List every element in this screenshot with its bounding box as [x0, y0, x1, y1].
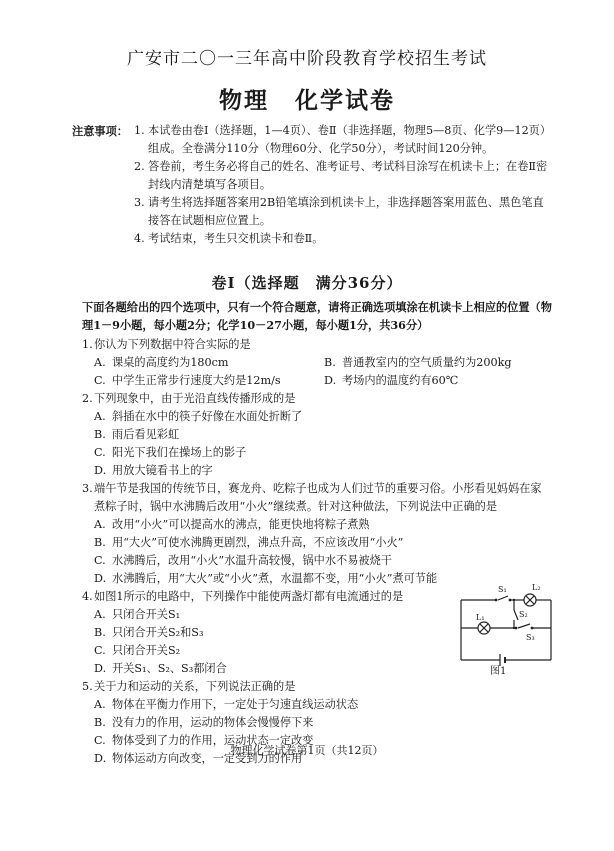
- switch-node: [509, 599, 512, 602]
- option-label: A.: [94, 698, 106, 711]
- section-instructions: 下面各题给出的四个选项中，只有一个符合题意，请将正确选项填涂在机读卡上相应的位置（物理1－9小题，每小题2分；化学10－27小题，每小题1分，共36分）: [82, 300, 552, 332]
- question-number: 3.: [82, 482, 93, 495]
- switch-s1-blade: [498, 596, 508, 600]
- notice-item-num: 1.: [134, 124, 145, 137]
- option-text: 只闭合开关S₁: [112, 608, 181, 621]
- option-text: 雨后看见彩虹: [112, 428, 180, 441]
- question-1: [82, 336, 552, 390]
- option-label: C.: [94, 446, 106, 459]
- option-text: 课桌的高度约为180cm: [112, 356, 229, 369]
- notice-item: [134, 194, 552, 230]
- notice-block: [72, 122, 552, 248]
- label-l2: L₂: [532, 583, 541, 592]
- exam-title: 广安市二〇一三年高中阶段教育学校招生考试: [127, 49, 487, 69]
- option-label: A.: [94, 518, 106, 531]
- junction-dot: [513, 627, 515, 629]
- notice-item-num: 3.: [134, 196, 145, 209]
- switch-node: [531, 627, 534, 630]
- question-stem: 下列现象中，由于光沿直线传播形成的是: [94, 392, 296, 405]
- option-c: [94, 642, 434, 660]
- option-b: [324, 354, 554, 372]
- notice-item: [134, 230, 552, 248]
- option-b: [94, 426, 552, 444]
- option-label: A.: [94, 410, 106, 423]
- option-label: C.: [94, 554, 106, 567]
- question-list: [82, 336, 552, 768]
- option-b: [94, 534, 552, 552]
- question-stem: 如图1所示的电路中，下列操作中能使两盏灯都有电流通过的是: [94, 590, 404, 603]
- option-text: 用放大镜看书上的字: [112, 464, 213, 477]
- page-footer: 物理化学试卷第1页（共12页）: [230, 744, 384, 757]
- option-text: 物体运动方向改变，一定受到力的作用: [112, 752, 303, 765]
- switch-s2-blade: [514, 610, 518, 620]
- subject-physics: 物理: [219, 87, 269, 114]
- option-label: D.: [94, 464, 107, 477]
- exam-subtitle: [0, 82, 614, 115]
- option-label: D.: [94, 572, 107, 585]
- option-c: [94, 552, 552, 570]
- notice-item: [134, 122, 552, 158]
- switch-node: [495, 599, 498, 602]
- option-label: C.: [94, 644, 106, 657]
- label-s2: S₂: [519, 610, 528, 619]
- option-label: C.: [94, 374, 106, 387]
- notice-item-text: 考试结束，考生只交机读卡和卷Ⅱ。: [148, 232, 324, 245]
- option-text: 只闭合开关S₂和S₃: [112, 626, 204, 639]
- option-text: 水沸腾后，改用“小火”水温升高较慢，锅中水不易被烧干: [112, 554, 392, 567]
- option-text: 物体在平衡力作用下，一定处于匀速直线运动状态: [112, 698, 359, 711]
- option-b: [94, 714, 552, 732]
- option-label: D.: [94, 752, 107, 765]
- option-a: [94, 516, 552, 534]
- question-number: 2.: [82, 392, 93, 405]
- option-label: B.: [94, 536, 106, 549]
- option-text: 中学生正常步行速度大约是12m/s: [112, 374, 281, 387]
- question-stem: 端午节是我国的传统节日，赛龙舟、吃粽子也成为人们过节的重要习俗。小彤看见妈妈在家煮粽子时，锅中水沸腾后改用“小火”继续煮。针对这种做法，下列说法中正确的是: [94, 482, 542, 513]
- option-a: [94, 606, 434, 624]
- option-label: C.: [94, 734, 106, 747]
- option-b: [94, 624, 434, 642]
- option-text: 没有力的作用，运动的物体会慢慢停下来: [112, 716, 314, 729]
- option-label: B.: [324, 356, 336, 369]
- subject-chemistry: 化学试卷: [295, 87, 395, 114]
- option-text: 考场内的温度约有60℃: [342, 374, 459, 387]
- notice-item-text: 本试卷由卷Ⅰ（选择题，1—4页）、卷Ⅱ（非选择题，物理5—8页、化学9—12页）组成。全卷满分110分（物理60分、化学50分），考试时间120分钟。: [148, 124, 552, 155]
- junction-dot: [513, 599, 515, 601]
- question-2: [82, 390, 552, 480]
- option-text: 阳光下我们在操场上的影子: [112, 446, 247, 459]
- option-text: 改用“小火”可以提高水的沸点，能更快地将粽子煮熟: [112, 518, 370, 531]
- notice-item-text: 请考生将选择题答案用2B铅笔填涂到机读卡上，非选择题答案用蓝色、黑色笔直接答在试题相应位置上。: [148, 196, 544, 227]
- question-number: 4.: [82, 590, 93, 603]
- option-a: [94, 408, 552, 426]
- option-label: B.: [94, 626, 106, 639]
- option-c: [94, 372, 324, 390]
- question-number: 1.: [82, 338, 93, 351]
- option-label: A.: [94, 356, 106, 369]
- notice-item: [134, 158, 552, 194]
- section-heading: 卷Ⅰ（选择题 满分36分）: [211, 274, 403, 292]
- switch-s3-blade: [518, 624, 530, 628]
- option-text: 斜插在水中的筷子好像在水面处折断了: [112, 410, 303, 423]
- option-text: 开关S₁、S₂、S₃都闭合: [112, 662, 227, 675]
- option-label: D.: [324, 374, 337, 387]
- option-text: 只闭合开关S₂: [112, 644, 181, 657]
- option-text: 物体受到了力的作用，运动状态一定改变: [112, 734, 314, 747]
- option-d: [94, 462, 552, 480]
- option-a: [94, 696, 552, 714]
- label-s1: S₁: [498, 585, 507, 594]
- option-d: [94, 660, 434, 678]
- option-text: 普通教室内的空气质量约为200kg: [342, 356, 512, 369]
- notice-label: 注意事项：: [72, 124, 128, 138]
- option-d: [324, 372, 554, 390]
- notice-item-text: 答卷前，考生务必将自己的姓名、准考证号、考试科目涂写在机读卡上；在卷Ⅱ密封线内清楚填写各项目。: [148, 160, 548, 191]
- label-s3: S₃: [526, 633, 535, 642]
- option-label: A.: [94, 608, 106, 621]
- label-l1: L₁: [476, 613, 485, 622]
- option-label: D.: [94, 662, 107, 675]
- question-3: [82, 480, 552, 588]
- option-label: B.: [94, 428, 106, 441]
- notice-item-num: 2.: [134, 160, 145, 173]
- question-stem: 关于力和运动的关系，下列说法正确的是: [94, 680, 296, 693]
- option-label: B.: [94, 716, 106, 729]
- option-a: [94, 354, 324, 372]
- figure-caption: 图1: [490, 666, 507, 677]
- notice-item-num: 4.: [134, 232, 145, 245]
- question-stem: 你认为下列数据中符合实际的是: [94, 338, 251, 351]
- question-number: 5.: [82, 680, 93, 693]
- option-text: 水沸腾后，用“大火”或“小火”煮，水温都不变，用“小火”煮可节能: [112, 572, 438, 585]
- option-text: 用“大火”可使水沸腾更剧烈，沸点升高，不应该改用“小火”: [112, 536, 404, 549]
- option-c: [94, 444, 552, 462]
